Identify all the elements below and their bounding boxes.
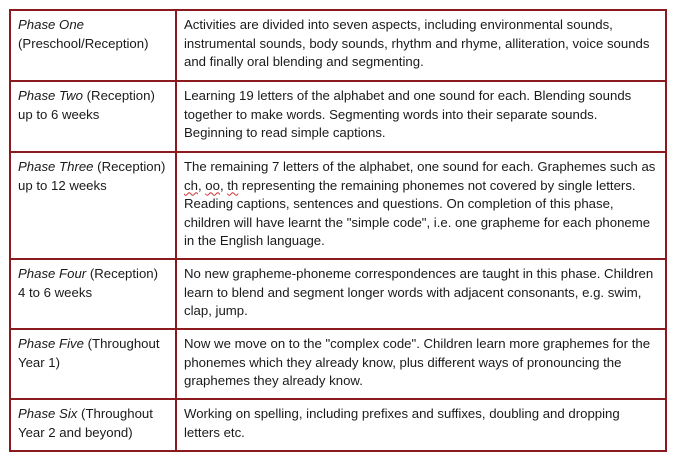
separator: , — [197, 177, 206, 193]
phase-detail: (Throughout Year 1) — [18, 336, 160, 370]
phonics-phases-table — [9, 9, 667, 452]
phase-name: Phase Four — [18, 266, 87, 281]
phase-description-before: The remaining 7 letters of the alphabet, one sound for each. Graphemes such as — [184, 159, 656, 174]
phase-name: Phase Five — [18, 336, 84, 351]
separator: , — [219, 177, 228, 193]
table-row — [10, 259, 666, 329]
phase-detail: (Reception) up to 6 weeks — [18, 88, 155, 122]
description-cell — [176, 81, 666, 152]
spellcheck-grapheme: oo — [205, 177, 220, 193]
description-cell — [176, 152, 666, 259]
phase-cell — [10, 81, 176, 152]
phase-cell — [10, 152, 176, 259]
phase-name: Phase Two — [18, 88, 83, 103]
phase-cell — [10, 329, 176, 399]
phase-name: Phase One — [18, 17, 84, 32]
phase-detail: (Preschool/Reception) — [18, 35, 149, 51]
phase-name: Phase Six — [18, 406, 78, 421]
description-cell — [176, 329, 666, 399]
table-row — [10, 81, 666, 152]
phase-description: Learning 19 letters of the alphabet and one sound for each. Blending sounds together to make words. Segmenting words into their separate sounds. Beginning to read simple captions. — [184, 88, 632, 140]
phase-description: Now we move on to the "complex code". Children learn more graphemes for the phonemes which they already know, plus different ways of pronouncing the graphemes they already know. — [184, 336, 651, 388]
phase-detail: (Throughout Year 2 and beyond) — [18, 406, 153, 440]
phase-description: Activities are divided into seven aspects, including environmental sounds, instrumental sounds, body sounds, rhythm and rhyme, alliteration, voice sounds and finally oral blending and segmenting. — [184, 17, 650, 69]
spellcheck-grapheme: ch — [184, 177, 198, 193]
spellcheck-grapheme: th — [227, 177, 239, 193]
table-row — [10, 10, 666, 81]
phase-cell — [10, 399, 176, 451]
description-cell — [176, 399, 666, 451]
phase-name: Phase Three — [18, 159, 94, 174]
phase-description: No new grapheme-phoneme correspondences are taught in this phase. Children learn to blend and segment longer words with adjacent consonants, e.g. swim, clap, jump. — [184, 266, 654, 318]
phase-description: Working on spelling, including prefixes and suffixes, doubling and dropping letters etc. — [184, 406, 620, 440]
table-row — [10, 329, 666, 399]
description-cell — [176, 259, 666, 329]
phase-cell — [10, 259, 176, 329]
description-cell — [176, 10, 666, 81]
phase-detail: (Reception) up to 12 weeks — [18, 159, 166, 193]
phase-description-after: representing the remaining phonemes not covered by single letters. Reading captions, sentences and questions. On completion of this phase, children will have learnt the "simple code", i.e. one grapheme for each phoneme in the English language. — [184, 177, 651, 248]
phase-cell — [10, 10, 176, 81]
table-row — [10, 152, 666, 259]
table-row — [10, 399, 666, 451]
phase-detail: (Reception) 4 to 6 weeks — [18, 266, 159, 300]
